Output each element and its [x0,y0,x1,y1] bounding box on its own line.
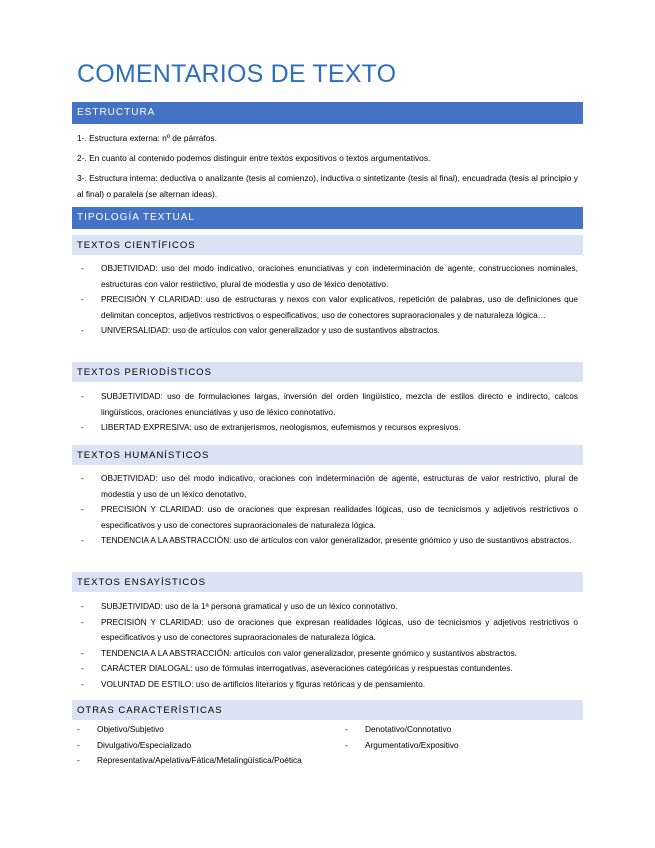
list-item-text: CARÁCTER DIALOGAL: uso de fórmulas interrogativas, aseveraciones categóricas y respuestas contundentes. [101,663,513,673]
estructura-para-2: 2-. En cuanto al contenido podemos distinguir entre textos expositivos o textos argumentativos. [77,153,431,163]
bullet-dash: - [345,724,348,734]
list-item-text: OBJETIVIDAD: uso del modo indicativo, oraciones enunciativas y con indeterminación de agente, construcciones nominales, estructuras con valor restrictivo, plural de modestia y uso de léxico denotativo. [101,263,578,289]
list-item [77,533,578,549]
bullet-dash: - [77,724,80,734]
list-item-text: SUBJETIVIDAD: uso de la 1ª persona gramatical y uso de un léxico connotativo. [101,601,398,611]
section-heading-tipologia: TIPOLOGÍA TEXTUAL [72,207,583,229]
bullet-dash: - [81,422,84,432]
list-item-text: PRECISIÓN Y CLARIDAD: uso de oraciones que expresan realidades lógicas, uso de tecnicismos y adjetivos restrictivos o especificativos y uso de conectores supraoracionales de naturaleza lógica. [101,504,578,530]
list-item [345,738,459,754]
ensayisticos-list [77,599,578,692]
bullet-dash: - [77,755,80,765]
subsection-heading-ensayisticos: TEXTOS ENSAYÍSTICOS [72,572,583,592]
bullet-dash: - [81,616,84,627]
estructura-para-3: 3-. Estructura interna: deductiva o analizante (tesis al comienzo), inductiva o sintetizante (tesis al final), encuadrada (tesis al principio y al final) o paralela (se alternan ideas). [77,173,578,199]
list-item [77,420,578,436]
list-item [77,753,302,769]
bullet-dash: - [81,473,84,483]
list-item-text: TENDENCIA A LA ABSTRACCIÓN: artículos con valor generalizador, presente gnómico y sustantivos abstractos. [101,647,517,658]
humanisticos-list [77,471,578,549]
list-item-text: PRECISIÓN Y CLARIDAD: uso de oraciones que expresan realidades lógicas, uso de tecnicismos y adjetivos restrictivos o especificativos y uso de conectores supraoracionales de naturaleza lógica. [101,616,578,642]
list-item [77,722,302,738]
bullet-dash: - [345,739,348,750]
bullet-dash: - [81,663,84,673]
list-item [77,292,578,323]
list-item [345,722,459,738]
bullet-dash: - [81,391,84,401]
periodisticos-list [77,389,578,436]
list-item-text: Denotativo/Connotativo [365,724,452,734]
subsection-heading-periodisticos: TEXTOS PERIODÍSTICOS [72,362,583,382]
otras-col-1 [77,722,302,769]
list-item-text: Representativa/Apelativa/Fática/Metalingüística/Poética [97,755,302,765]
list-item [77,661,578,677]
bullet-dash: - [81,263,84,273]
page-title: COMENTARIOS DE TEXTO [77,60,397,88]
list-item-text: UNIVERSALIDAD: uso de artículos con valor generalizador y uso de sustantivos abstractos. [101,325,440,335]
list-item [77,615,578,646]
list-item [77,677,578,693]
subsection-heading-otras: OTRAS CARACTERÍSTICAS [72,700,583,720]
list-item [77,323,578,339]
list-item [77,502,578,533]
cientificos-list [77,261,578,339]
list-item-text: Divulgativo/Especializado [97,739,192,750]
subsection-heading-humanisticos: TEXTOS HUMANÍSTICOS [72,445,583,465]
list-item [77,599,578,615]
list-item-text: TENDENCIA A LA ABSTRACCIÓN: uso de artículos con valor generalizador, presente gnómico y uso de sustantivos abstractos. [101,535,572,545]
estructura-para-1: 1-. Estructura externa: nº de párrafos. [77,133,217,143]
list-item [77,738,302,754]
bullet-dash: - [81,294,84,304]
bullet-dash: - [81,678,84,689]
subsection-heading-cientificos: TEXTOS CIENTÍFICOS [72,235,583,255]
otras-col-2 [345,722,459,753]
bullet-dash: - [81,325,84,335]
bullet-dash: - [81,504,84,514]
list-item-text: Argumentativo/Expositivo [365,739,459,750]
list-item-text: Objetivo/Subjetivo [97,724,164,734]
section-heading-estructura: ESTRUCTURA [72,102,583,124]
list-item-text: PRECISIÓN Y CLARIDAD: uso de estructuras y nexos con valor explicativos, repetición de palabras, uso de definiciones que delimitan conceptos, adjetivos restrictivos o especificativos, uso de conectores supraoracionales y de naturaleza lógica… [101,294,578,320]
list-item [77,389,578,420]
list-item-text: SUBJETIVIDAD: uso de formulaciones largas, inversión del orden lingüístico, mezcla de estilos directo e indirecto, calcos lingüísticos, oraciones enunciativas y uso de léxico connotativo. [101,391,578,417]
list-item [77,261,578,292]
bullet-dash: - [81,535,84,545]
list-item [77,471,578,502]
bullet-dash: - [77,739,80,750]
list-item-text: VOLUNTAD DE ESTILO: uso de artificios literarios y figuras retóricas y de pensamiento. [101,678,426,689]
bullet-dash: - [81,601,84,611]
list-item [77,646,578,662]
list-item-text: LIBERTAD EXPRESIVA: uso de extranjerismos, neologismos, eufemismos y recursos expresivos. [101,422,461,432]
bullet-dash: - [81,647,84,658]
list-item-text: OBJETIVIDAD: uso del modo indicativo, oraciones con indeterminación de agente, estructuras de valor restrictivo, plural de modestia y uso de un léxico denotativo, [101,473,578,499]
